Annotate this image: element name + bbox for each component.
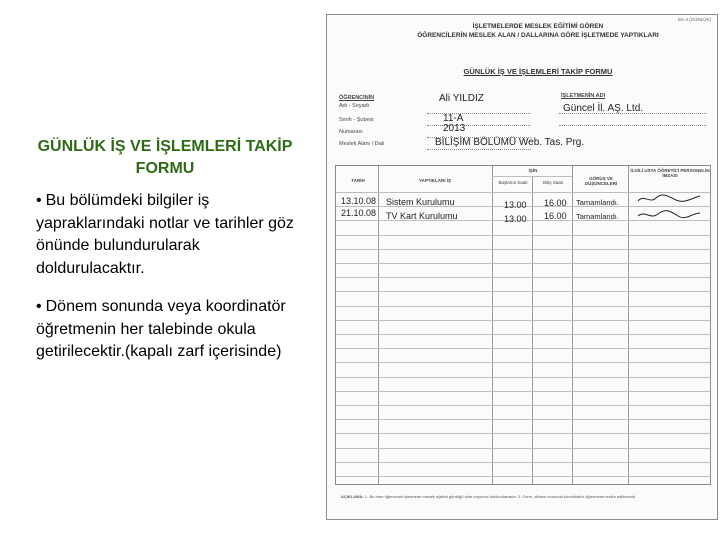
bullet-text: Bu bölümdeki bilgiler iş yapraklarındaki notlar ve tarihler göz önünde bulundurularak doldurulacaktır. [36, 192, 294, 277]
bullet-dot: • [36, 298, 42, 315]
notes-col-header: GÖRÜŞ VE DÜŞÜNCELERİ [584, 176, 618, 186]
row1-signature [636, 192, 702, 206]
table-row-line [336, 405, 710, 406]
footer-text: 1- Bu form öğrencinin işletmede meslek eğitimi gördüğü süre boyunca doldurulacaktır. 2- Form, dönem sonunda koordinatör öğretmene teslim edilecektir. [364, 494, 636, 499]
bullet-list [36, 190, 298, 380]
table-row-line [336, 448, 710, 449]
bullet-dot: • [36, 192, 42, 209]
name-label: Adı - Soyadı [339, 103, 370, 109]
bullet-item [36, 190, 298, 280]
table-row-line [336, 306, 710, 307]
form-header-line2: ÖĞRENCİLERİN MESLEK ALAN / DALLARINA GÖRE İŞLETMEDE YAPTIKLARI [417, 32, 659, 39]
row1-note: Tamamlandı. [576, 198, 619, 207]
business-dots-2 [559, 125, 707, 126]
footer-label: AÇIKLAMA: [341, 494, 364, 499]
table-row-line [336, 291, 710, 292]
col-divider [572, 166, 573, 484]
table-row-line [336, 320, 710, 321]
work-col-header: YAPTIKLARI İŞ [418, 178, 452, 183]
number-value: 2013 [443, 123, 466, 134]
row2-date: 21.10.08 [341, 208, 377, 218]
table-row-line [336, 277, 710, 278]
end-col-header: Bitiş Saati [542, 180, 563, 185]
bullet-text: Dönem sonunda veya koordinatör öğretmenin her talebinde okula getirilecektir.(kapalı zarf içerisinde) [36, 298, 286, 360]
col-divider [628, 166, 629, 484]
table-row-line [336, 235, 710, 236]
row2-note: Tamamlandı. [576, 212, 619, 221]
class-value: 11-A [443, 113, 464, 124]
approval-col-header: İLGİLİ USTA ÖĞRETİCİ PERSONELİN İMZASI [630, 168, 710, 178]
table-row-line [336, 419, 710, 420]
work-table [335, 165, 711, 485]
name-value: Ali YILDIZ [439, 93, 484, 104]
table-row-line [336, 391, 710, 392]
student-heading: ÖĞRENCİNİN [339, 95, 375, 101]
row1-start: 13.00 [504, 200, 527, 210]
row2-work: TV Kart Kurulumu [386, 211, 458, 221]
business-heading: İŞLETMENİN ADI [561, 93, 606, 99]
field-dots [427, 149, 531, 150]
row2-start: 13.00 [504, 214, 527, 224]
field-label: Meslek Alanı / Dalı [339, 141, 385, 147]
table-row-line [336, 263, 710, 264]
table-row-line [336, 362, 710, 363]
number-label: Numarası [339, 129, 363, 135]
table-row-line [336, 249, 710, 250]
table-row-line [336, 377, 710, 378]
field-value: BİLİŞİM BÖLÜMÜ Web. Tas. Prg. [435, 137, 585, 148]
col-divider [492, 166, 493, 484]
table-row-line [336, 462, 710, 463]
class-label: Sınıfı - Şubesi [339, 117, 374, 123]
form-footer [341, 493, 701, 500]
row2-end: 16.00 [544, 211, 567, 221]
start-col-header: Başlama Saati [498, 180, 528, 185]
bullet-item [36, 296, 298, 364]
job-sub-divider [492, 176, 572, 177]
table-row-line [336, 476, 710, 477]
form-header-title: GÜNLÜK İŞ VE İŞLEMLERİ TAKİP FORMU [463, 67, 613, 76]
col-divider [532, 176, 533, 484]
table-row-line [336, 334, 710, 335]
row1-end: 16.00 [544, 198, 567, 208]
page-title: GÜNLÜK İŞ VE İŞLEMLERİ TAKİP FORMU [37, 138, 293, 177]
business-value: Güncel İl. AŞ. Ltd. [563, 103, 644, 114]
corner-tag: EK-4 (GÜNLÜK) [677, 17, 711, 22]
row2-signature [636, 208, 702, 222]
col-divider [378, 166, 379, 484]
table-row-line [336, 433, 710, 434]
scanned-form [326, 14, 718, 520]
date-col-header: TARİH [351, 178, 365, 183]
job-col-header: İŞİN [528, 168, 538, 173]
table-row-line [336, 348, 710, 349]
row1-work: Sistem Kurulumu [386, 197, 455, 207]
form-header-line1: İŞLETMELERDE MESLEK EĞİTİMİ GÖREN [472, 23, 604, 30]
row1-date: 13.10.08 [341, 196, 377, 206]
